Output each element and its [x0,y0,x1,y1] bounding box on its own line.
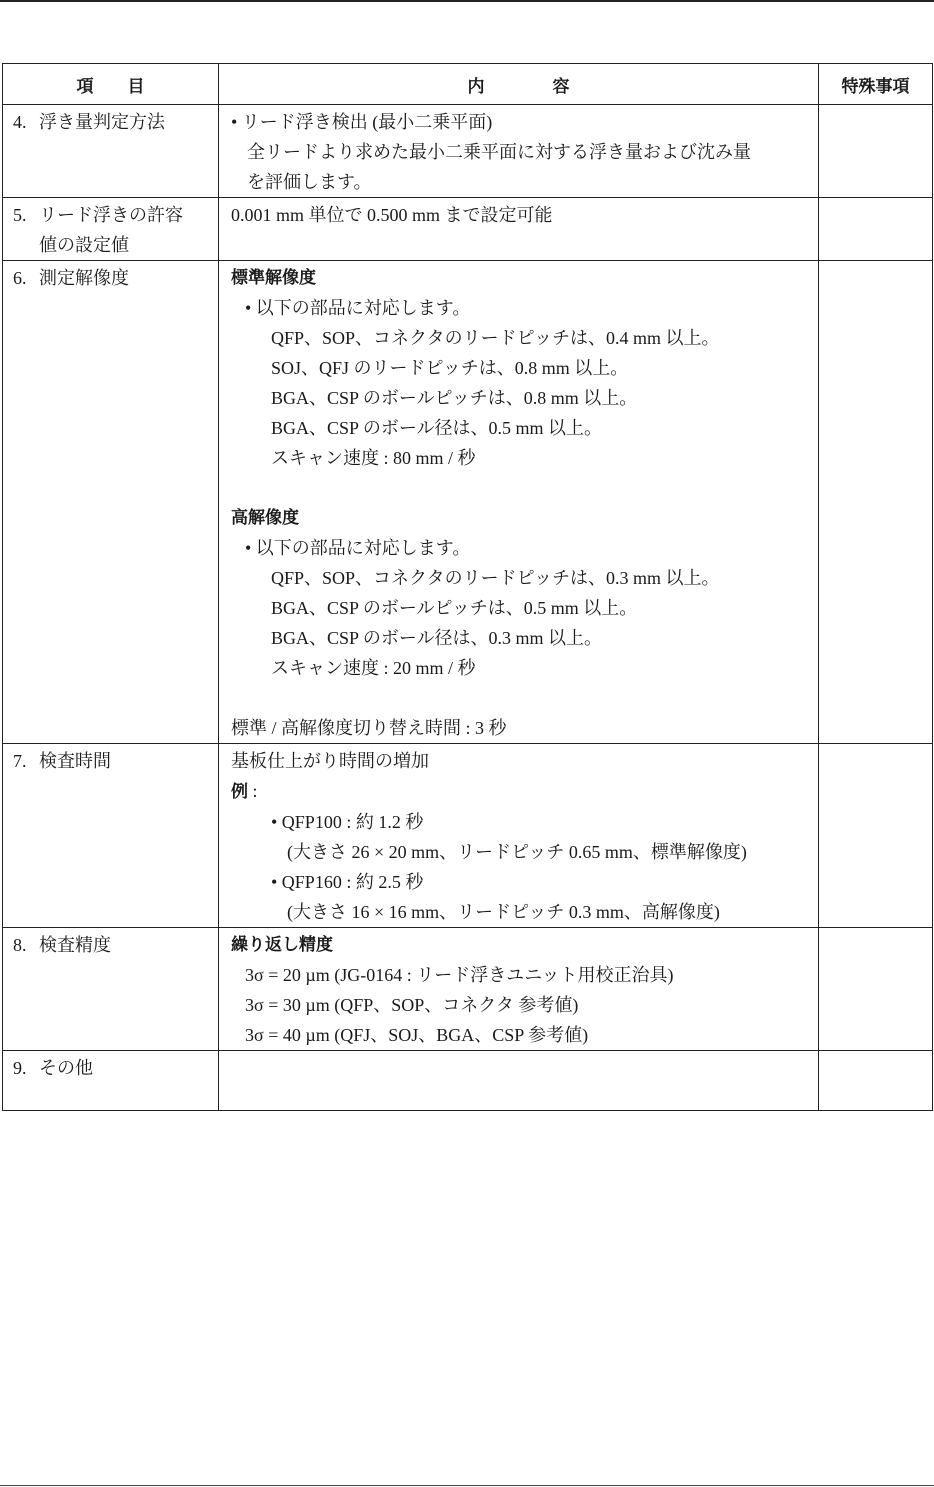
content-line: SOJ、QFJ のリードピッチは、0.8 mm 以上。 [271,358,629,378]
table-row [3,1051,933,1111]
row-item-8: 8. 検査精度 [3,928,219,1051]
row-content-6 [219,261,819,744]
content-line: (大きさ 26 × 20 mm、リードピッチ 0.65 mm、標準解像度) [287,842,747,862]
content-line: 0.001 mm 単位で 0.500 mm まで設定可能 [231,205,553,225]
content-line: 3σ = 30 µm (QFP、SOP、コネクタ 参考値) [245,995,579,1015]
content-line: • QFP100 : 約 1.2 秒 [271,812,424,832]
row-special-8 [819,928,933,1051]
row-content-8 [219,928,819,1051]
row-special-6 [819,261,933,744]
content-line: 全リードより求めた最小二乗平面に対する浮き量および沈み量 [247,142,751,162]
row-special-5 [819,198,933,261]
table-row [3,928,933,1051]
content-line: • リード浮き検出 (最小二乗平面) [231,112,493,132]
content-line: BGA、CSP のボールピッチは、0.8 mm 以上。 [271,388,638,408]
high-resolution-heading: 高解像度 [231,508,299,528]
row-content-9 [219,1051,819,1111]
repeatability-heading: 繰り返し精度 [231,935,333,955]
content-line: BGA、CSP のボール径は、0.3 mm 以上。 [271,628,603,648]
content-line: QFP、SOP、コネクタのリードピッチは、0.4 mm 以上。 [271,328,720,348]
row-item-7: 7. 検査時間 [3,744,219,928]
bottom-rule [0,1485,934,1486]
content-line: 3σ = 40 µm (QFJ、SOJ、BGA、CSP 参考値) [245,1025,589,1045]
table-row [3,261,933,744]
content-line: BGA、CSP のボールピッチは、0.5 mm 以上。 [271,598,638,618]
content-line: • 以下の部品に対応します。 [245,298,471,318]
content-line: BGA、CSP のボール径は、0.5 mm 以上。 [271,418,603,438]
table-row [3,744,933,928]
spacer [231,683,810,713]
content-line: スキャン速度 : 20 mm / 秒 [271,658,476,678]
row-item-5: 5. リード浮きの許容 値の設定値 [3,198,219,261]
content-line: • 以下の部品に対応します。 [245,538,471,558]
content-line: 基板仕上がり時間の増加 [231,751,429,771]
table-row [3,198,933,261]
row-item-9: 9. その他 [3,1051,219,1111]
table-row [3,105,933,198]
row-special-7 [819,744,933,928]
top-rule [0,0,934,2]
spec-table [2,63,933,1111]
content-line: 3σ = 20 µm (JG-0164 : リード浮きユニット用校正治具) [245,965,674,985]
content-line: スキャン速度 : 80 mm / 秒 [271,448,476,468]
spacer [231,473,810,503]
row-item-6: 6. 測定解像度 [3,261,219,744]
header-item: 項 目 [3,64,219,105]
content-line: • QFP160 : 約 2.5 秒 [271,872,424,892]
content-line: (大きさ 16 × 16 mm、リードピッチ 0.3 mm、高解像度) [287,902,720,922]
example-line: 例 : [231,781,258,802]
row-item-4: 4. 浮き量判定方法 [3,105,219,198]
standard-resolution-heading: 標準解像度 [231,268,316,288]
content-line: QFP、SOP、コネクタのリードピッチは、0.3 mm 以上。 [271,568,720,588]
row-content-5 [219,198,819,261]
content-line: を評価します。 [247,172,372,192]
row-content-7 [219,744,819,928]
row-content-4 [219,105,819,198]
row-special-4 [819,105,933,198]
table-header-row [3,64,933,105]
row-special-9 [819,1051,933,1111]
content-line: 標準 / 高解像度切り替え時間 : 3 秒 [231,718,507,738]
header-content: 内 容 [219,64,819,105]
header-special: 特殊事項 [819,64,933,105]
